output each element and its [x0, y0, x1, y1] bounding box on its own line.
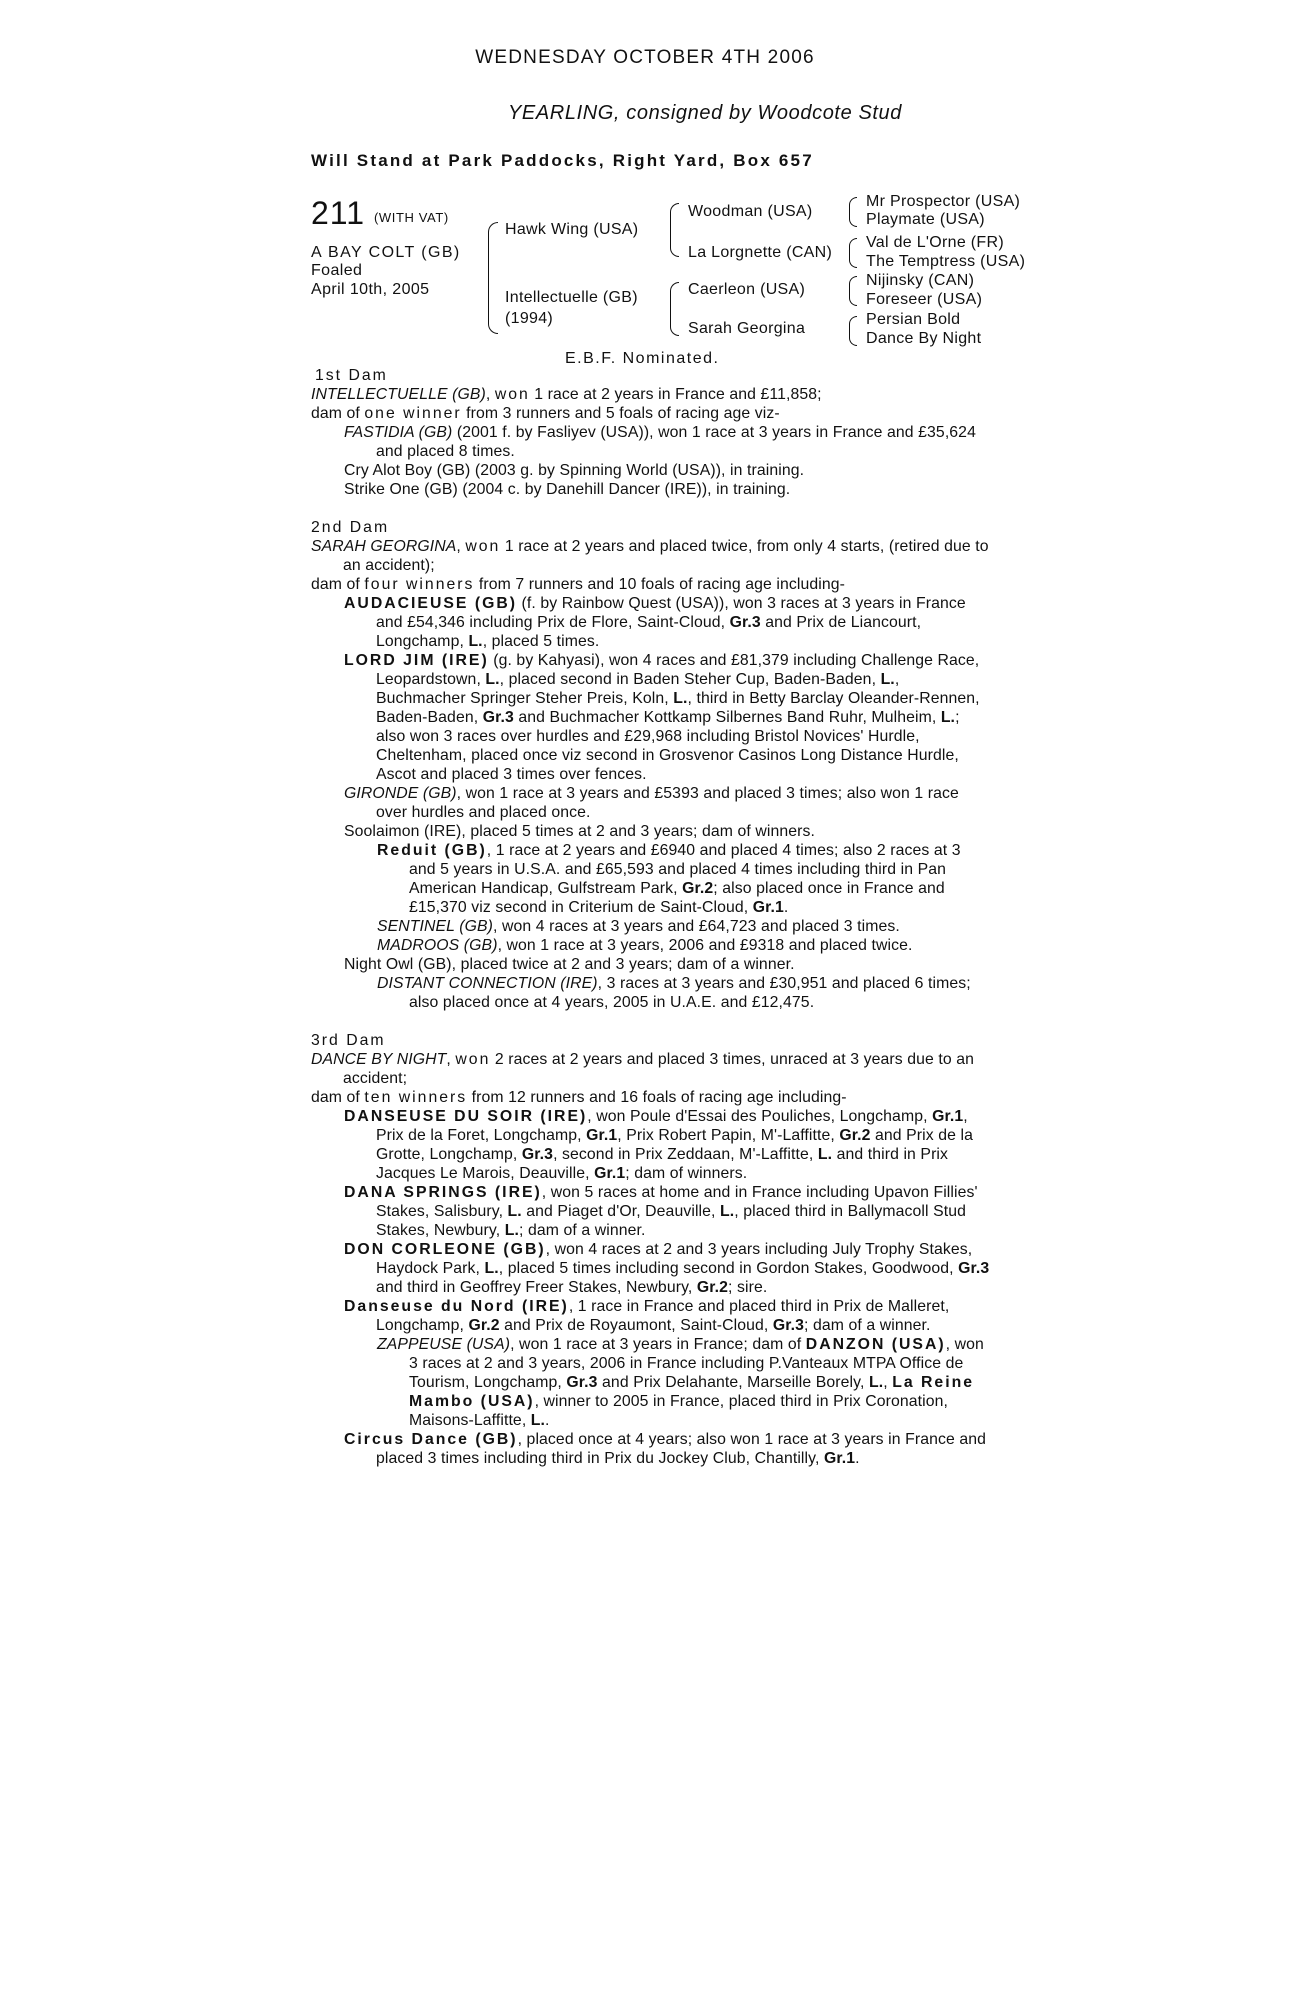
- produce-entry: [311, 423, 991, 461]
- produce-text: , third in Betty Barclay Oleander-Rennen, Baden-Baden,: [376, 690, 980, 726]
- produce-text: ,: [883, 1374, 893, 1391]
- produce-text: .: [855, 1450, 860, 1467]
- pedigree-gen2-1: Woodman (USA): [688, 203, 813, 220]
- first-dam-record: INTELLECTUELLE (GB), won 1 race at 2 years in France and £11,858;: [311, 386, 822, 403]
- first-dam-won: won: [494, 386, 530, 403]
- pedigree-brace-g3-1: [849, 197, 857, 227]
- pedigree-gen2-4: Sarah Georgina: [688, 320, 806, 337]
- produce-entry: Strike One (GB) (2004 c. by Danehill Dancer (IRE)), in training.: [344, 481, 791, 498]
- third-dam-produce-summary: [311, 1088, 991, 1107]
- produce-text: (f. by Rainbow Quest (USA)), won 3 races at 3 years in France and £54,346 including Prix de Flore, Saint-Cloud,: [376, 595, 966, 631]
- produce-text: .: [545, 1412, 550, 1429]
- produce-name: La Reine Mambo (USA): [409, 1374, 975, 1410]
- listed-label: L.: [817, 1146, 833, 1163]
- grand-produce-entry: [311, 936, 991, 955]
- pedigree-dam: Intellectuelle (GB): [505, 289, 638, 306]
- third-dam-record: DANCE BY NIGHT, won 2 races at 2 years and placed 3 times, unraced at 3 years due to an accident;: [311, 1051, 974, 1087]
- foaled-label: Foaled: [311, 262, 363, 279]
- produce-text: ; sire.: [728, 1279, 768, 1296]
- pedigree-gen2-3: Caerleon (USA): [688, 281, 806, 298]
- third-dam-heading: 3rd Dam: [311, 1032, 386, 1049]
- produce-text: , placed 5 times.: [482, 633, 600, 650]
- produce-entry: [311, 784, 991, 822]
- listed-label: L.: [485, 671, 500, 688]
- grand-produce-entry: [311, 974, 991, 1012]
- produce-text: and third in Prix Jacques Le Marois, Deauville,: [376, 1146, 949, 1182]
- produce-text: ; dam of a winner.: [518, 1222, 646, 1239]
- first-dam-produce-summary: [311, 404, 991, 423]
- produce-text: ; also won 3 races over hurdles and £29,968 including Bristol Novices' Hurdle, Cheltenham, placed once viz second in Grosvenor Casinos Long Distance Hurdle, Ascot and placed 3 times over fences.: [376, 709, 960, 783]
- dam-of-rest: from 12 runners and 16 foals of racing age including-: [467, 1089, 847, 1106]
- listed-label: L.: [507, 1203, 522, 1220]
- dam-of-rest: from 7 runners and 10 foals of racing age including-: [474, 576, 846, 593]
- foaled-date: April 10th, 2005: [311, 281, 430, 298]
- produce-name: SENTINEL (GB): [377, 918, 493, 935]
- produce-text: , placed 5 times including second in Gordon Stakes, Goodwood,: [498, 1260, 959, 1277]
- produce-text: .: [783, 899, 789, 916]
- produce-text: , second in Prix Zeddaan, M'-Laffitte,: [553, 1146, 818, 1163]
- third-dam-won: won: [455, 1051, 491, 1068]
- sale-date: WEDNESDAY OCTOBER 4TH 2006: [475, 47, 815, 68]
- produce-text: ; dam of a winner.: [803, 1317, 931, 1334]
- produce-text: and Prix de Royaumont, Saint-Cloud,: [499, 1317, 773, 1334]
- second-dam-record: SARAH GEORGINA, won 1 race at 2 years and placed twice, from only 4 starts, (retired due to an accident);: [311, 538, 989, 574]
- listed-label: L.: [530, 1412, 546, 1429]
- produce-name: DON CORLEONE (GB): [344, 1241, 546, 1258]
- grade-label: Gr.3: [729, 614, 761, 631]
- produce-text: , placed third in Ballymacoll Stud Stakes, Newbury,: [376, 1203, 966, 1239]
- pedigree-sire: Hawk Wing (USA): [505, 221, 639, 238]
- produce-name: DANSEUSE DU SOIR (IRE): [344, 1108, 588, 1125]
- listed-label: L.: [868, 1374, 884, 1391]
- produce-text: (2001 f. by Fasliyev (USA)), won 1 race at 3 years in France and £35,624 and placed 8 times.: [376, 424, 976, 460]
- vat-note: (WITH VAT): [374, 210, 449, 225]
- grade-label: Gr.3: [566, 1374, 598, 1391]
- grade-label: Gr.1: [932, 1108, 964, 1125]
- first-dam-name: INTELLECTUELLE (GB): [311, 386, 486, 403]
- dam-of-label: dam of: [311, 405, 365, 422]
- winners-count: one winner: [364, 405, 462, 422]
- listed-label: L.: [940, 709, 956, 726]
- produce-entry: [311, 1183, 991, 1240]
- grade-label: Gr.2: [839, 1127, 871, 1144]
- grade-label: Gr.1: [586, 1127, 618, 1144]
- produce-text: and Piaget d'Or, Deauville,: [521, 1203, 721, 1220]
- grand-produce-entry: [311, 841, 991, 917]
- produce-name: Circus Dance (GB): [344, 1431, 518, 1448]
- second-dam-won: won: [465, 538, 501, 555]
- third-dam-name: DANCE BY NIGHT: [311, 1051, 447, 1068]
- produce-text: , placed once at 4 years; also won 1 race at 3 years in France and placed 3 times including third in Prix du Jockey Club, Chantilly,: [376, 1431, 987, 1467]
- pedigree-gen3-5: Nijinsky (CAN): [866, 272, 975, 289]
- produce-entry: [311, 594, 991, 651]
- consignment-line: YEARLING, consigned by Woodcote Stud: [507, 102, 903, 124]
- dam-of-label: dam of: [311, 1089, 365, 1106]
- produce-name: FASTIDIA (GB): [344, 424, 453, 441]
- grand-produce-entry: [311, 1335, 991, 1430]
- produce-text: , won 4 races at 2 and 3 years including July Trophy Stakes, Haydock Park,: [376, 1241, 973, 1277]
- pedigree-brace-dam: [670, 282, 679, 336]
- first-dam-record-text: 1 race at 2 years in France and £11,858;: [529, 386, 822, 403]
- winners-count: four winners: [364, 576, 475, 593]
- pedigree-brace-g3-3: [849, 276, 857, 306]
- pedigree-brace-g3-4: [849, 316, 857, 346]
- dam-records: [311, 366, 991, 1468]
- produce-text: , placed second in Baden Steher Cup, Baden-Baden,: [499, 671, 881, 688]
- produce-name: Reduit (GB): [377, 842, 487, 859]
- listed-label: L.: [504, 1222, 519, 1239]
- produce-name: AUDACIEUSE (GB): [344, 595, 518, 612]
- winners-count: ten winners: [364, 1089, 468, 1106]
- lot-description: A BAY COLT (GB): [311, 244, 461, 261]
- listed-label: L.: [720, 1203, 735, 1220]
- dam-of-label: dam of: [311, 576, 365, 593]
- produce-entry: [311, 1240, 991, 1297]
- produce-text: , Buchmacher Springer Steher Preis, Koln,: [376, 671, 900, 707]
- produce-text: and Prix de Liancourt, Longchamp,: [376, 614, 922, 650]
- produce-text: , won Poule d'Essai des Pouliches, Longchamp,: [587, 1108, 933, 1125]
- produce-text: ; also placed once in France and £15,370 viz second in Criterium de Saint-Cloud,: [409, 880, 945, 916]
- produce-text: , won 5 races at home and in France including Upavon Fillies' Stakes, Salisbury,: [376, 1184, 978, 1220]
- pedigree-brace-main: [488, 222, 498, 334]
- produce-name: LORD JIM (IRE): [344, 652, 489, 669]
- grade-label: Gr.1: [823, 1450, 856, 1467]
- grade-label: Gr.3: [772, 1317, 804, 1334]
- listed-label: L.: [673, 690, 688, 707]
- listed-label: L.: [468, 633, 483, 650]
- first-dam-heading: 1st Dam: [315, 367, 388, 384]
- pedigree-gen3-3: Val de L'Orne (FR): [866, 234, 1004, 251]
- pedigree-gen3-8: Dance By Night: [866, 330, 982, 347]
- lot-number: 211: [311, 195, 366, 231]
- produce-text: , 1 race in France and placed third in Prix de Malleret, Longchamp,: [376, 1298, 950, 1334]
- pedigree-gen3-7: Persian Bold: [866, 311, 961, 328]
- listed-label: L.: [880, 671, 895, 688]
- produce-name: DANA SPRINGS (IRE): [344, 1184, 542, 1201]
- produce-text: , won 3 races at 2 and 3 years, 2006 in France including P.Vanteaux MTPA Office de Tourism, Longchamp,: [409, 1336, 984, 1391]
- grade-label: Gr.2: [696, 1279, 729, 1296]
- produce-name: DISTANT CONNECTION (IRE): [377, 975, 598, 992]
- produce-entry: [311, 1107, 991, 1183]
- produce-text: , 3 races at 3 years and £30,951 and placed 6 times; also placed once at 4 years, 2005 in U.A.E. and £12,475.: [409, 975, 971, 1011]
- grand-produce-entry: [311, 917, 991, 936]
- produce-name: GIRONDE (GB): [344, 785, 457, 802]
- grade-label: Gr.3: [482, 709, 514, 726]
- ebf-nomination: E.B.F. Nominated.: [565, 350, 720, 367]
- produce-text: and Prix Delahante, Marseille Borely,: [597, 1374, 869, 1391]
- produce-name: DANZON (USA): [805, 1336, 946, 1353]
- pedigree-gen2-2: La Lorgnette (CAN): [688, 244, 833, 261]
- dam-of-rest: from 3 runners and 5 foals of racing age viz-: [461, 405, 780, 422]
- produce-text: , Prix de la Foret, Longchamp,: [376, 1108, 968, 1144]
- grade-label: Gr.3: [521, 1146, 554, 1163]
- second-dam-record-text: 1 race at 2 years and placed twice, from only 4 starts, (retired due to an accident);: [343, 538, 989, 574]
- produce-text: (g. by Kahyasi), won 4 races and £81,379 including Challenge Race, Leopardstown,: [376, 652, 980, 688]
- produce-name: Danseuse du Nord (IRE): [344, 1298, 569, 1315]
- pedigree-gen3-6: Foreseer (USA): [866, 291, 983, 308]
- pedigree-gen3-2: Playmate (USA): [866, 211, 985, 228]
- pedigree-brace-sire: [670, 203, 679, 257]
- produce-text: and third in Geoffrey Freer Stakes, Newbury,: [376, 1279, 697, 1296]
- grade-label: Gr.1: [594, 1165, 626, 1182]
- produce-text: , won 1 race at 3 years, 2006 and £9318 and placed twice.: [497, 937, 913, 954]
- pedigree-dam-year: (1994): [505, 310, 554, 327]
- produce-text: , winner to 2005 in France, placed third in Prix Coronation, Maisons-Laffitte,: [409, 1393, 948, 1429]
- third-dam-record-text: 2 races at 2 years and placed 3 times, unraced at 3 years due to an accident;: [343, 1051, 974, 1087]
- grade-label: Gr.2: [682, 880, 714, 897]
- grade-label: Gr.1: [752, 899, 784, 916]
- produce-name: MADROOS (GB): [377, 937, 498, 954]
- produce-text: and Buchmacher Kottkamp Silbernes Band Ruhr, Mulheim,: [513, 709, 941, 726]
- produce-entry: [311, 1430, 991, 1468]
- grade-label: Gr.2: [468, 1317, 500, 1334]
- listed-label: L.: [484, 1260, 499, 1277]
- produce-entry: Night Owl (GB), placed twice at 2 and 3 years; dam of a winner.: [344, 956, 795, 973]
- produce-name: ZAPPEUSE (USA): [377, 1336, 511, 1353]
- produce-entry: [311, 651, 991, 784]
- produce-text: , Prix Robert Papin, M'-Laffitte,: [617, 1127, 840, 1144]
- second-dam-name: SARAH GEORGINA: [311, 538, 457, 555]
- pedigree-gen3-4: The Temptress (USA): [866, 253, 1026, 270]
- produce-entry: [311, 1297, 991, 1335]
- produce-text: , won 1 race at 3 years in France; dam of: [510, 1336, 806, 1353]
- produce-entry: Cry Alot Boy (GB) (2003 g. by Spinning World (USA)), in training.: [344, 462, 805, 479]
- stand-location: Will Stand at Park Paddocks, Right Yard, Box 657: [311, 151, 814, 170]
- pedigree-brace-g3-2: [849, 238, 857, 268]
- produce-text: , won 4 races at 3 years and £64,723 and placed 3 times.: [493, 918, 900, 935]
- second-dam-produce-summary: [311, 575, 991, 594]
- grade-label: Gr.3: [958, 1260, 990, 1277]
- second-dam-heading: 2nd Dam: [311, 519, 390, 536]
- produce-text: , won 1 race at 3 years and £5393 and placed 3 times; also won 1 race over hurdles and placed once.: [376, 785, 959, 821]
- produce-text: and Prix de la Grotte, Longchamp,: [376, 1127, 973, 1163]
- pedigree-gen3-1: Mr Prospector (USA): [866, 193, 1021, 210]
- produce-text: ; dam of winners.: [625, 1165, 748, 1182]
- produce-entry: Soolaimon (IRE), placed 5 times at 2 and 3 years; dam of winners.: [344, 823, 815, 840]
- produce-text: , 1 race at 2 years and £6940 and placed 4 times; also 2 races at 3 and 5 years in U.S.A. and £65,593 and placed 4 times including third in Pan American Handicap, Gulfstream Park,: [409, 842, 961, 897]
